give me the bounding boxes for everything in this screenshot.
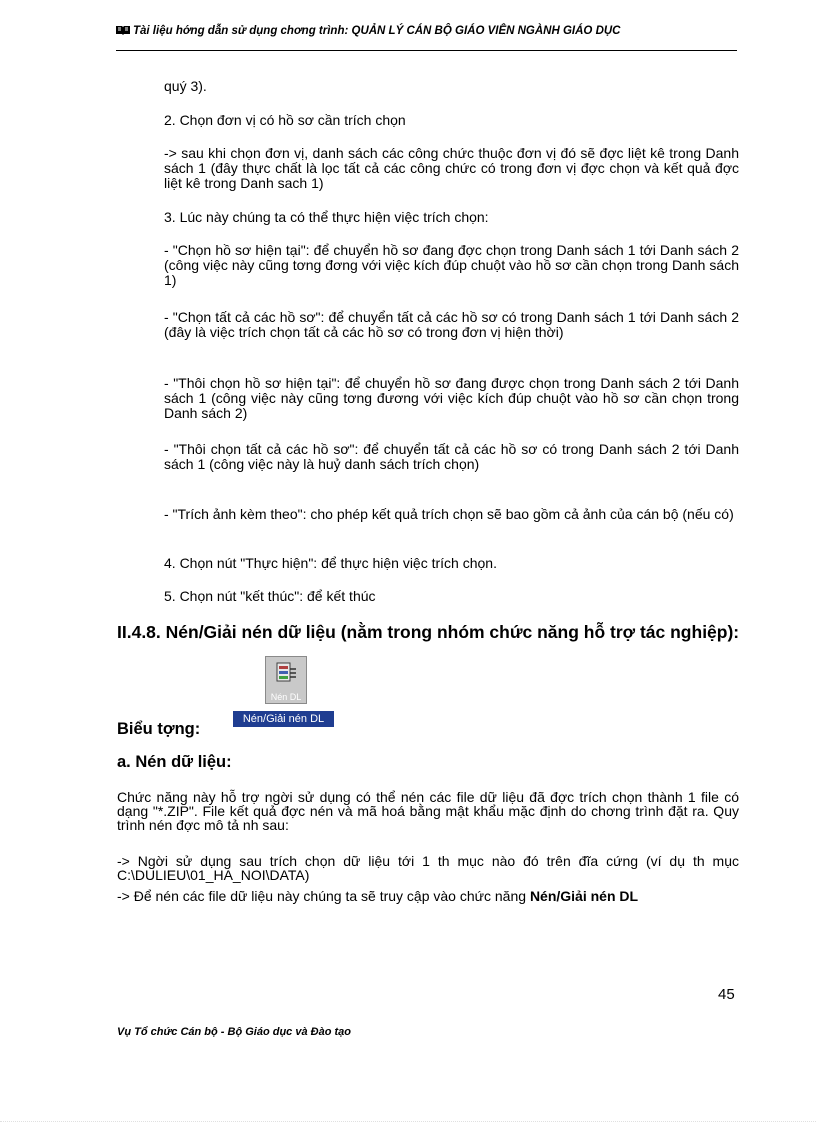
section-heading: II.4.8. Nén/Giải nén dữ liệu (nằm trong nhóm chức năng hỗ trợ tác nghiệp): — [117, 622, 740, 642]
step-2-result: -> sau khi chọn đơn vị, danh sách các công chức thuộc đơn vị đó sẽ đợc liệt kê trong Danh sách 1 (đây thực chất là lọc tất cả các công chức có trong đơn vị đợc chọn và kết quả đợc liệt kê trong Danh sach 1) — [164, 145, 739, 191]
header-text: Tài liệu hớng dẫn sử dụng chơng trình: QUẢN LÝ CÁN BỘ GIÁO VIÊN NGÀNH GIÁO DỤC — [133, 25, 621, 37]
compress-data-icon-button — [265, 656, 307, 704]
compress-description: Chức năng này hỗ trợ ngời sử dụng có thể nén các file dữ liệu đã đợc trích chọn thành 1 file có dạng "*.ZIP". File kết quả đợc nén và mã hoá bằng mật khẩu mặc định do chơng trình đặt ra. Quy trình nén đợc mô tả nh sau: — [117, 789, 739, 833]
step-5: 5. Chọn nút "kết thúc": để kết thúc — [164, 588, 376, 604]
icon-caption: Nén DL — [270, 692, 302, 702]
step-4: 4. Chọn nút "Thực hiện": để thực hiện việc trích chọn. — [164, 555, 497, 571]
icon-tooltip: Nén/Giải nén DL — [233, 711, 334, 727]
page-number: 45 — [718, 986, 735, 1003]
compress-step-2-text: -> Để nén các file dữ liệu này chúng ta sẽ truy cập vào chức năng — [117, 888, 530, 904]
option-extract-photo: - "Trích ảnh kèm theo": cho phép kết quả trích chọn sẽ bao gồm cả ảnh của cán bộ (nếu có) — [164, 506, 734, 522]
archive-icon — [274, 661, 298, 689]
book-icon — [116, 25, 130, 35]
option-select-current: - "Chọn hồ sơ hiện tại": để chuyển hồ sơ đang đợc chọn trong Danh sách 1 tới Danh sách 2 (công việc này cũng tơng đơng với việc kích đúp chuột vào hồ sơ cần chọn trong Danh sách 1) — [164, 242, 739, 288]
page-bottom-divider — [0, 1121, 816, 1122]
compress-feature-name: Nén/Giải nén DL — [529, 888, 639, 904]
document-footer: Vụ Tổ chức Cán bộ - Bộ Giáo dục và Đào tạo — [117, 1026, 351, 1038]
header-divider — [116, 50, 737, 51]
compress-step-1: -> Ngời sử dụng sau trích chọn dữ liệu tới 1 th mục nào đó trên đĩa cứng (ví dụ th mục C:\DULIEU\01_HA_NOI\DATA) — [117, 853, 739, 883]
compress-step-2 — [117, 889, 739, 903]
step-3: 3. Lúc này chúng ta có thể thực hiện việc trích chọn: — [164, 209, 489, 225]
option-deselect-all: - "Thôi chọn tất cả các hồ sơ": để chuyển tất cả các hồ sơ có trong Danh sách 2 tới Danh sách 1 (công việc này là huỷ danh sách trích chọn) — [164, 441, 739, 472]
option-select-all: - "Chọn tất cả các hồ sơ": để chuyển tất cả các hồ sơ có trong Danh sách 1 tới Danh sách 2 (đây là việc trích chọn tất cả các hồ sơ có trong đơn vị hiện thời) — [164, 309, 739, 340]
document-header — [116, 25, 736, 37]
option-deselect-current: - "Thôi chọn hồ sơ hiện tại": để chuyển hồ sơ đang được chọn trong Danh sách 2 tới Danh sách 1 (công việc này cũng tơng đương với việc kích đúp chuột vào hồ sơ cần chọn trong Danh sách 2) — [164, 375, 739, 421]
subsection-heading: a. Nén dữ liệu: — [117, 753, 232, 771]
icon-label: Biểu tợng: — [117, 720, 201, 738]
step-2: 2. Chọn đơn vị có hồ sơ cần trích chọn — [164, 112, 406, 128]
paragraph-quarter: quý 3). — [164, 78, 207, 94]
